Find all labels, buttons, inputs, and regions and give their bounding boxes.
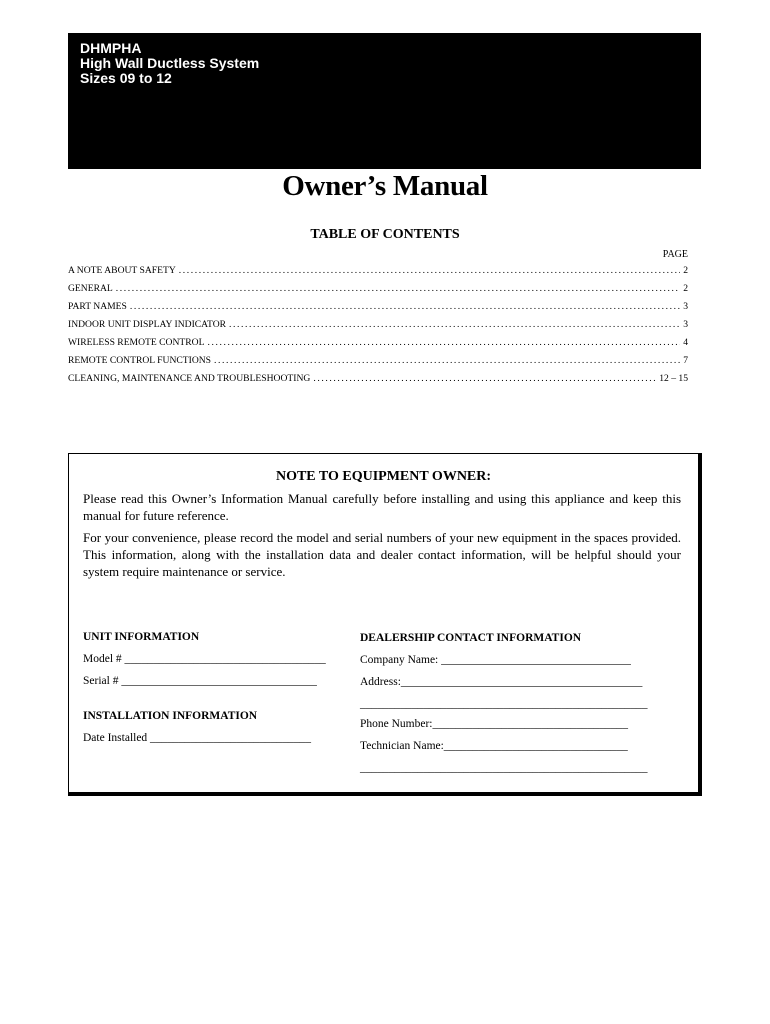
toc-entry-page: 4 bbox=[683, 337, 688, 348]
toc-entry[interactable] bbox=[68, 319, 688, 337]
technician-name-field[interactable]: Technician Name:________________________________ bbox=[360, 740, 628, 752]
table-of-contents bbox=[68, 265, 688, 391]
toc-entry[interactable] bbox=[68, 355, 688, 373]
model-code: DHMPHA bbox=[80, 40, 142, 56]
toc-leader-dots bbox=[116, 283, 680, 294]
toc-entry-page: 12 – 15 bbox=[659, 373, 688, 384]
toc-entry[interactable] bbox=[68, 301, 688, 319]
model-number-field[interactable]: Model # ___________________________________ bbox=[83, 653, 326, 665]
toc-leader-dots bbox=[207, 337, 680, 348]
toc-entry-label: WIRELESS REMOTE CONTROL bbox=[68, 337, 205, 348]
owner-note-box bbox=[68, 453, 702, 796]
toc-leader-dots bbox=[313, 373, 656, 384]
toc-entry-page: 3 bbox=[683, 319, 688, 330]
installation-info-heading: INSTALLATION INFORMATION bbox=[83, 710, 258, 722]
banner-text bbox=[80, 41, 259, 86]
note-heading: NOTE TO EQUIPMENT OWNER: bbox=[275, 469, 492, 484]
toc-entry-label: CLEANING, MAINTENANCE AND TROUBLESHOOTING bbox=[68, 373, 311, 384]
toc-heading: TABLE OF CONTENTS bbox=[310, 227, 460, 242]
toc-leader-dots bbox=[214, 355, 680, 366]
unit-info-heading: UNIT INFORMATION bbox=[83, 631, 200, 643]
toc-entry-label: INDOOR UNIT DISPLAY INDICATOR bbox=[68, 319, 227, 330]
note-paragraph: Please read this Owner’s Information Manual carefully before installing and using this appliance and keep this manual for future reference. bbox=[83, 491, 681, 523]
toc-leader-dots bbox=[229, 319, 680, 330]
address-field[interactable]: Address:__________________________________________ bbox=[360, 676, 643, 688]
toc-entry[interactable] bbox=[68, 373, 688, 391]
dealership-info-heading: DEALERSHIP CONTACT INFORMATION bbox=[360, 632, 582, 644]
toc-entry-page: 7 bbox=[683, 355, 688, 366]
toc-entry[interactable] bbox=[68, 337, 688, 355]
toc-entry-label: REMOTE CONTROL FUNCTIONS bbox=[68, 355, 212, 366]
product-name: High Wall Ductless System bbox=[80, 55, 260, 71]
date-installed-field[interactable]: Date Installed ____________________________ bbox=[83, 732, 312, 744]
serial-number-field[interactable]: Serial # __________________________________ bbox=[83, 675, 317, 687]
toc-leader-dots bbox=[179, 265, 680, 276]
address-line2-field[interactable]: __________________________________________________ bbox=[360, 698, 648, 710]
technician-line2-field[interactable]: __________________________________________________ bbox=[360, 762, 648, 774]
page-title: Owner’s Manual bbox=[282, 170, 488, 202]
toc-entry-label: PART NAMES bbox=[68, 301, 127, 312]
header-banner bbox=[68, 33, 701, 169]
toc-entry-label: GENERAL bbox=[68, 283, 113, 294]
toc-entry[interactable] bbox=[68, 265, 688, 283]
toc-entry[interactable] bbox=[68, 283, 688, 301]
phone-number-field[interactable]: Phone Number:__________________________________ bbox=[360, 718, 629, 730]
toc-entry-page: 2 bbox=[683, 283, 688, 294]
toc-page-label: PAGE bbox=[662, 249, 688, 260]
toc-leader-dots bbox=[130, 301, 680, 312]
company-name-field[interactable]: Company Name: _________________________________ bbox=[360, 654, 631, 666]
toc-entry-label: A NOTE ABOUT SAFETY bbox=[68, 265, 176, 276]
size-range: Sizes 09 to 12 bbox=[80, 70, 172, 86]
toc-entry-page: 3 bbox=[683, 301, 688, 312]
note-paragraph: For your convenience, please record the model and serial numbers of your new equipment in the spaces provided. This information, along with the installation data and dealer contact information, will be helpful should your system require maintenance or service. bbox=[83, 530, 681, 579]
toc-entry-page: 2 bbox=[683, 265, 688, 276]
